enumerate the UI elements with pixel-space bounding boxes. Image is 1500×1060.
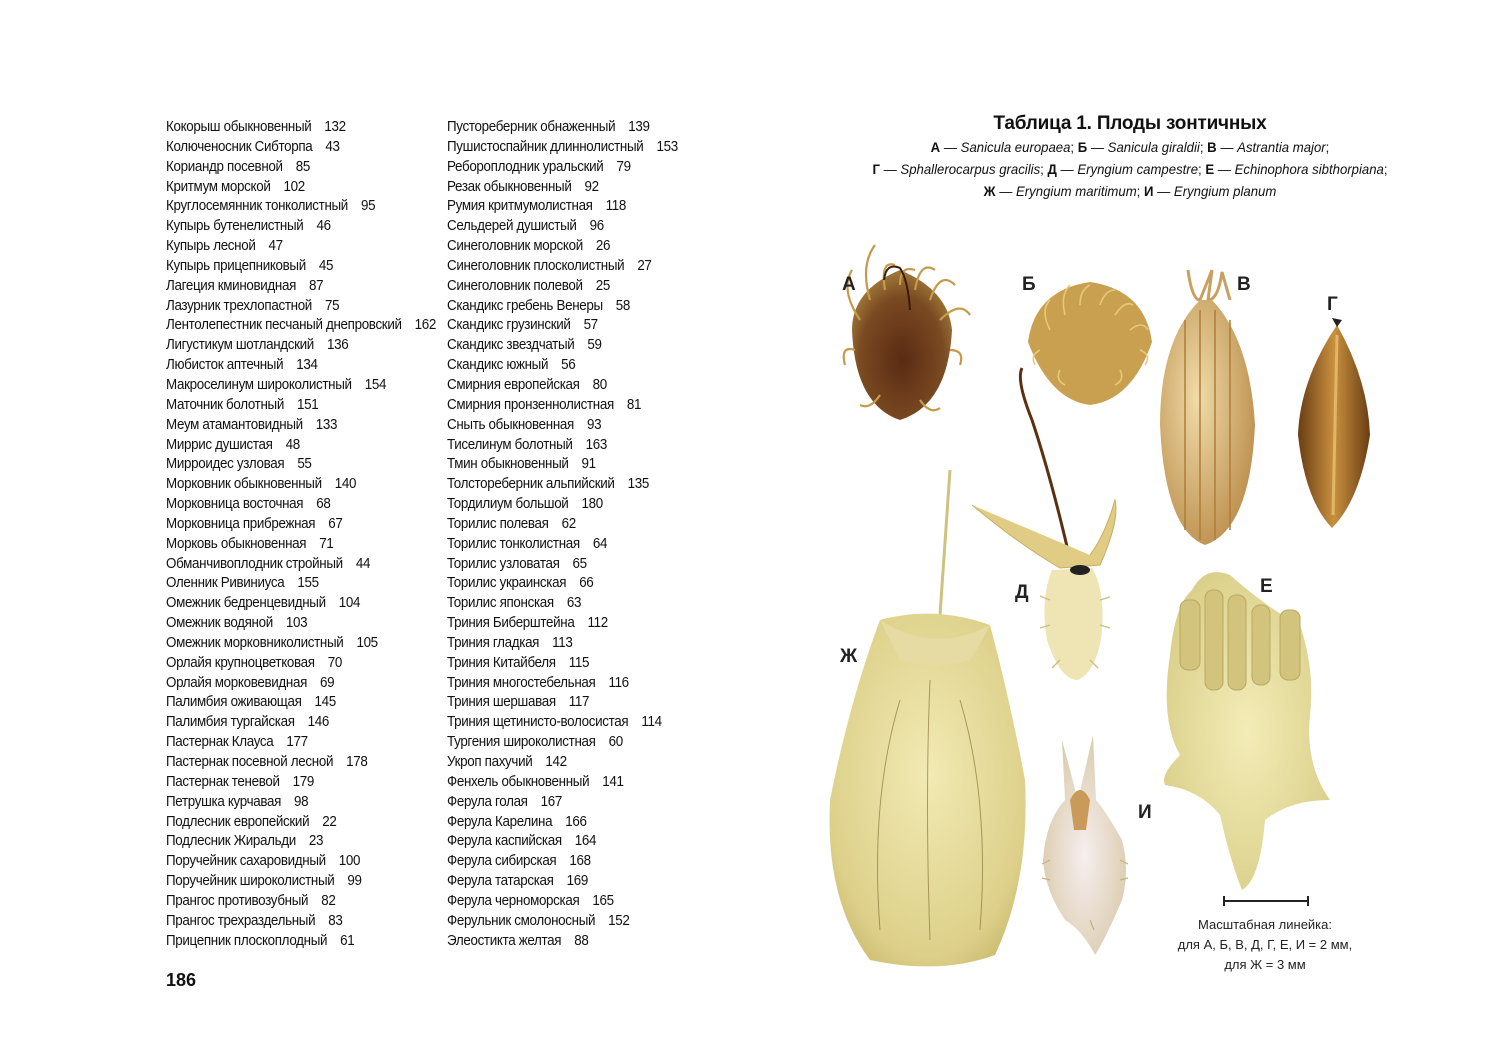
entry-name: Ферула каспийская (447, 833, 562, 850)
entry-name: Поручейник сахаровидный (166, 853, 326, 870)
svg-text:Г: Г (1327, 294, 1338, 315)
index-entry (447, 138, 678, 158)
entry-page: 114 (641, 714, 662, 731)
entry-page: 133 (315, 416, 338, 433)
entry-page: 103 (285, 615, 308, 632)
entry-page: 132 (324, 119, 346, 135)
entry-page: 166 (565, 813, 587, 830)
entry-page: 26 (595, 238, 611, 255)
entry-name: Подлесник европейский (166, 813, 310, 830)
entry-page: 142 (545, 754, 567, 770)
entry-page: 152 (608, 912, 630, 929)
index-entry (447, 316, 678, 336)
entry-name: Купырь прицепниковый (166, 257, 306, 274)
index-entry (166, 138, 436, 158)
svg-text:В: В (1237, 274, 1251, 295)
plate-title: Таблица 1. Плоды зонтичных (993, 113, 1267, 134)
svg-text:Ж: Ж (840, 646, 858, 667)
entry-name: Лигустикум шотландский (166, 337, 314, 354)
caption-line-2: Г — Sphallerocarpus gracilis; Д — Eryngium campestre; Е — Echinophora sibthorpiana; (872, 161, 1388, 177)
entry-name: Ферула татарская (447, 873, 554, 890)
index-entry (166, 892, 436, 912)
entry-name: Лагеция кминовидная (166, 277, 297, 294)
svg-text:И: И (1138, 802, 1152, 823)
index-entry (447, 832, 678, 852)
entry-page: 88 (574, 932, 589, 949)
entry-page: 98 (294, 793, 309, 810)
entry-name: Фенхель обыкновенный (447, 773, 590, 790)
entry-page: 87 (309, 277, 324, 294)
svg-text:Д: Д (1015, 582, 1029, 603)
index-entry (447, 495, 678, 515)
index-entry (166, 614, 436, 634)
entry-name: Тмин обыкновенный (447, 456, 569, 473)
entry-name: Смирния европейская (447, 376, 580, 393)
entry-name: Пастернак теневой (166, 773, 280, 790)
entry-page: 48 (285, 436, 300, 453)
index-entry (166, 555, 436, 575)
entry-name: Элеостикта желтая (447, 932, 562, 949)
index-entry (447, 217, 678, 237)
entry-name: Морковница прибрежная (166, 515, 316, 532)
entry-name: Круглосемянник тонколистный (166, 198, 348, 215)
index-entry (166, 376, 436, 396)
entry-name: Кориандр посевной (166, 158, 283, 175)
fruit-e-echinophora-sibthorpiana (1164, 572, 1330, 890)
index-entry (166, 436, 436, 456)
entry-name: Пушистоспайник длиннолистный (447, 138, 644, 155)
entry-name: Маточник болотный (166, 396, 284, 413)
index-entry (447, 693, 678, 713)
entry-name: Пастернак Клауса (166, 734, 274, 751)
index-entry (166, 416, 436, 436)
index-column-1 (166, 118, 456, 951)
entry-name: Палимбия оживающая (166, 694, 302, 711)
index-entry (447, 555, 678, 575)
entry-name: Скандикс южный (447, 357, 549, 374)
entry-page: 179 (292, 773, 315, 790)
entry-name: Макроселинум широколистный (166, 376, 352, 393)
index-entry (166, 773, 436, 793)
index-entry (447, 574, 678, 594)
entry-page: 82 (321, 892, 336, 909)
entry-name: Ферула черноморская (447, 892, 580, 909)
index-entry (447, 753, 678, 773)
entry-page: 45 (318, 257, 334, 274)
entry-page: 113 (552, 634, 573, 651)
index-entry (447, 872, 678, 892)
index-entry (447, 336, 678, 356)
index-entry (447, 594, 678, 614)
entry-page: 115 (568, 654, 590, 671)
index-entry (447, 674, 678, 694)
entry-name: Омежник бедренцевидный (166, 595, 326, 612)
entry-page: 68 (316, 496, 331, 513)
index-entry (166, 277, 436, 297)
entry-page: 44 (355, 555, 371, 572)
svg-text:Е: Е (1260, 576, 1273, 597)
entry-page: 58 (615, 297, 631, 314)
index-entry (166, 594, 436, 614)
index-entry (166, 475, 436, 495)
index-entry (447, 237, 678, 257)
entry-name: Торилис японская (447, 595, 554, 612)
index-entry (166, 158, 436, 178)
entry-page: 105 (356, 634, 378, 651)
index-entry (447, 713, 678, 733)
index-entry (166, 932, 436, 952)
index-entry (447, 118, 678, 138)
entry-page: 56 (561, 357, 576, 374)
entry-name: Торилис полевая (447, 515, 549, 532)
index-column-2 (447, 118, 695, 951)
entry-name: Триния Биберштейна (447, 615, 575, 632)
entry-name: Ферульник смолоносный (447, 912, 596, 929)
entry-name: Лентолепестник песчаный днепровский (166, 317, 402, 334)
entry-name: Ферула сибирская (447, 853, 557, 870)
entry-page: 177 (286, 734, 308, 751)
index-entry (166, 713, 436, 733)
entry-page: 63 (566, 595, 582, 612)
entry-name: Любисток аптечный (166, 357, 284, 374)
entry-page: 162 (414, 317, 437, 334)
fruit-v-astrantia-major (1160, 270, 1255, 545)
entry-name: Триния шершавая (447, 694, 556, 711)
index-entry (166, 733, 436, 753)
entry-page: 65 (572, 555, 587, 572)
entry-name: Палимбия тургайская (166, 714, 295, 731)
index-entry (166, 217, 436, 237)
entry-page: 145 (314, 694, 336, 711)
entry-page: 99 (347, 873, 362, 890)
entry-name: Лазурник трехлопастной (166, 297, 312, 314)
entry-name: Пустореберник обнаженный (447, 119, 616, 135)
index-entry (447, 277, 678, 297)
entry-page: 95 (360, 198, 376, 215)
index-entry (166, 852, 436, 872)
scale-note: Масштабная линейка: для А, Б, В, Д, Г, Е, И = 2 мм, для Ж = 3 мм (1177, 917, 1353, 972)
index-entry (447, 535, 678, 555)
entry-page: 96 (589, 218, 604, 235)
entry-page: 71 (319, 535, 334, 552)
entry-name: Толстореберник альпийский (447, 476, 615, 493)
entry-page: 23 (308, 833, 324, 850)
entry-page: 43 (325, 138, 340, 155)
entry-page: 146 (307, 714, 330, 731)
entry-name: Сныть обыкновенная (447, 416, 574, 433)
caption-line-1: А — Sanicula europaea; Б — Sanicula giraldii; В — Astrantia major; (930, 139, 1330, 155)
index-entry (447, 892, 678, 912)
index-entry (447, 912, 678, 932)
right-page (760, 0, 1500, 1060)
entry-page: 154 (364, 376, 387, 393)
index-entry (166, 197, 436, 217)
entry-page: 55 (297, 456, 312, 473)
entry-name: Синеголовник морской (447, 238, 583, 255)
entry-page: 81 (626, 396, 642, 413)
entry-name: Прангос противозубный (166, 892, 309, 909)
entry-name: Триния многостебельная (447, 674, 596, 691)
entry-name: Скандикс грузинский (447, 317, 571, 334)
fruit-g-sphallerocarpus-gracilis (1298, 294, 1370, 528)
entry-page: 178 (346, 754, 368, 770)
entry-name: Ферула Карелина (447, 813, 553, 830)
index-entry (447, 376, 678, 396)
svg-text:Б: Б (1022, 274, 1036, 295)
fruit-illustrations (760, 0, 1500, 1060)
page-number: 186 (166, 970, 197, 990)
fruit-b-sanicula-giraldii (1022, 274, 1152, 405)
entry-name: Морковница восточная (166, 496, 304, 513)
index-entry (447, 813, 678, 833)
entry-page: 140 (334, 476, 357, 493)
entry-name: Мирроидес узловая (166, 456, 285, 473)
entry-name: Торилис тонколистная (447, 535, 580, 552)
entry-page: 92 (584, 178, 599, 195)
index-entry (447, 773, 678, 793)
index-entry (447, 396, 678, 416)
index-entry (447, 197, 678, 217)
index-entry (447, 932, 678, 952)
entry-page: 117 (568, 694, 590, 711)
entry-name: Обманчивоплодник стройный (166, 555, 343, 572)
entry-name: Оленник Ривиниуса (166, 575, 285, 592)
entry-name: Смирния пронзеннолистная (447, 396, 614, 413)
entry-name: Меум атамантовидный (166, 416, 303, 433)
entry-name: Орлайя морковевидная (166, 674, 307, 691)
entry-name: Триния щетинисто-волосистая (447, 714, 629, 731)
entry-page: 165 (592, 892, 614, 909)
entry-page: 79 (616, 158, 631, 175)
index-entry (166, 832, 436, 852)
entry-name: Омежник водяной (166, 615, 273, 632)
entry-page: 151 (297, 396, 319, 413)
entry-name: Петрушка курчавая (166, 793, 282, 810)
index-entry (447, 455, 678, 475)
index-entry (166, 535, 436, 555)
entry-name: Пастернак посевной лесной (166, 754, 334, 770)
entry-name: Купырь лесной (166, 238, 256, 255)
entry-name: Поручейник широколистный (166, 873, 335, 890)
index-entry (166, 674, 436, 694)
scale-bar (1223, 896, 1309, 906)
entry-page: 64 (592, 535, 608, 552)
index-entry (166, 872, 436, 892)
entry-name: Укроп пахучий (447, 754, 533, 770)
entry-page: 75 (324, 297, 340, 314)
caption-line-3: Ж — Eryngium maritimum; И — Eryngium planum (983, 183, 1277, 199)
index-entry (166, 396, 436, 416)
entry-page: 25 (595, 277, 610, 294)
index-entry (447, 515, 678, 535)
entry-name: Кокорыш обыкновенный (166, 119, 312, 135)
entry-name: Синеголовник полевой (447, 277, 583, 294)
entry-page: 136 (326, 337, 349, 354)
entry-page: 85 (295, 158, 310, 175)
entry-page: 118 (605, 198, 627, 215)
index-entry (166, 693, 436, 713)
entry-page: 169 (566, 873, 588, 890)
entry-page: 164 (574, 833, 597, 850)
entry-page: 180 (581, 496, 603, 513)
entry-name: Омежник морковниколистный (166, 634, 344, 651)
entry-page: 112 (587, 615, 608, 632)
entry-name: Морковь обыкновенная (166, 535, 307, 552)
entry-name: Купырь бутенелистный (166, 218, 304, 235)
entry-page: 134 (296, 357, 318, 374)
entry-name: Торилис узловатая (447, 555, 560, 572)
index-entry (166, 813, 436, 833)
index-entry (166, 574, 436, 594)
index-entry (166, 178, 436, 198)
entry-name: Прангос трехраздельный (166, 912, 316, 929)
entry-name: Синеголовник плосколистный (447, 257, 625, 274)
index-entry (166, 257, 436, 277)
entry-name: Триния Китайбеля (447, 654, 556, 671)
entry-name: Колюченосник Сибторпа (166, 138, 313, 155)
index-entry (166, 297, 436, 317)
entry-name: Скандикс звездчатый (447, 337, 575, 354)
index-entry (166, 654, 436, 674)
index-entry (447, 793, 678, 813)
entry-page: 167 (540, 793, 563, 810)
entry-page: 62 (561, 515, 576, 532)
index-entry (166, 912, 436, 932)
entry-name: Критмум морской (166, 178, 271, 195)
entry-name: Триния гладкая (447, 634, 540, 651)
entry-page: 46 (316, 218, 331, 235)
entry-name: Миррис душистая (166, 436, 273, 453)
index-entry (447, 733, 678, 753)
index-entry (166, 118, 436, 138)
fruit-d-eryngium-campestre (972, 368, 1116, 680)
index-entry (166, 515, 436, 535)
entry-page: 66 (579, 575, 594, 592)
index-entry (447, 416, 678, 436)
entry-page: 141 (602, 773, 624, 790)
entry-page: 69 (320, 674, 335, 691)
entry-page: 57 (583, 317, 598, 334)
entry-name: Орлайя крупноцветковая (166, 654, 315, 671)
index-entry (166, 455, 436, 475)
entry-page: 100 (338, 853, 361, 870)
entry-name: Морковник обыкновенный (166, 476, 322, 493)
entry-name: Тордилиум большой (447, 496, 569, 513)
index-entry (166, 753, 436, 773)
entry-name: Ферула голая (447, 793, 528, 810)
entry-page: 91 (581, 456, 596, 473)
entry-page: 163 (585, 436, 607, 453)
index-entry (447, 436, 678, 456)
entry-page: 67 (328, 515, 343, 532)
index-entry (447, 614, 678, 634)
entry-page: 47 (268, 238, 283, 255)
entry-page: 83 (328, 912, 343, 929)
index-entry (447, 634, 678, 654)
entry-page: 22 (322, 813, 337, 830)
entry-page: 135 (627, 476, 649, 493)
fruit-a-sanicula-europaea (842, 245, 970, 420)
entry-page: 153 (656, 138, 678, 155)
index-entry (447, 356, 678, 376)
entry-page: 59 (587, 337, 602, 354)
entry-name: Тиселинум болотный (447, 436, 573, 453)
entry-page: 104 (338, 595, 361, 612)
index-entry (166, 634, 436, 654)
index-entry (166, 793, 436, 813)
index-entry (166, 316, 436, 336)
svg-text:А: А (842, 274, 856, 295)
index-entry (447, 852, 678, 872)
entry-page: 27 (637, 257, 652, 274)
entry-name: Подлесник Жиральди (166, 833, 296, 850)
fruit-i-eryngium-planum (1042, 735, 1152, 955)
entry-name: Торилис украинская (447, 575, 567, 592)
fruit-zh-eryngium-maritimum (830, 470, 1026, 966)
entry-name: Румия критмумолистная (447, 198, 593, 215)
index-entry (166, 356, 436, 376)
entry-page: 168 (569, 853, 591, 870)
entry-page: 80 (592, 376, 607, 393)
entry-name: Сельдерей душистый (447, 218, 577, 235)
entry-name: Ребороплодник уральский (447, 158, 604, 175)
index-entry (447, 257, 678, 277)
entry-page: 155 (297, 575, 319, 592)
entry-name: Прицепник плоскоплодный (166, 932, 328, 949)
entry-page: 70 (327, 654, 342, 671)
index-entry (166, 237, 436, 257)
entry-page: 61 (340, 932, 355, 949)
entry-page: 93 (586, 416, 602, 433)
entry-name: Скандикс гребень Венеры (447, 297, 603, 314)
index-entry (166, 495, 436, 515)
index-entry (447, 178, 678, 198)
entry-page: 60 (608, 734, 623, 751)
entry-page: 102 (283, 178, 305, 195)
index-entry (166, 336, 436, 356)
index-entry (447, 654, 678, 674)
entry-name: Резак обыкновенный (447, 178, 572, 195)
index-entry (447, 158, 678, 178)
entry-name: Тургения широколистная (447, 734, 596, 751)
entry-page: 116 (608, 674, 629, 691)
index-entry (447, 475, 678, 495)
index-entry (447, 297, 678, 317)
entry-page: 139 (628, 119, 650, 135)
